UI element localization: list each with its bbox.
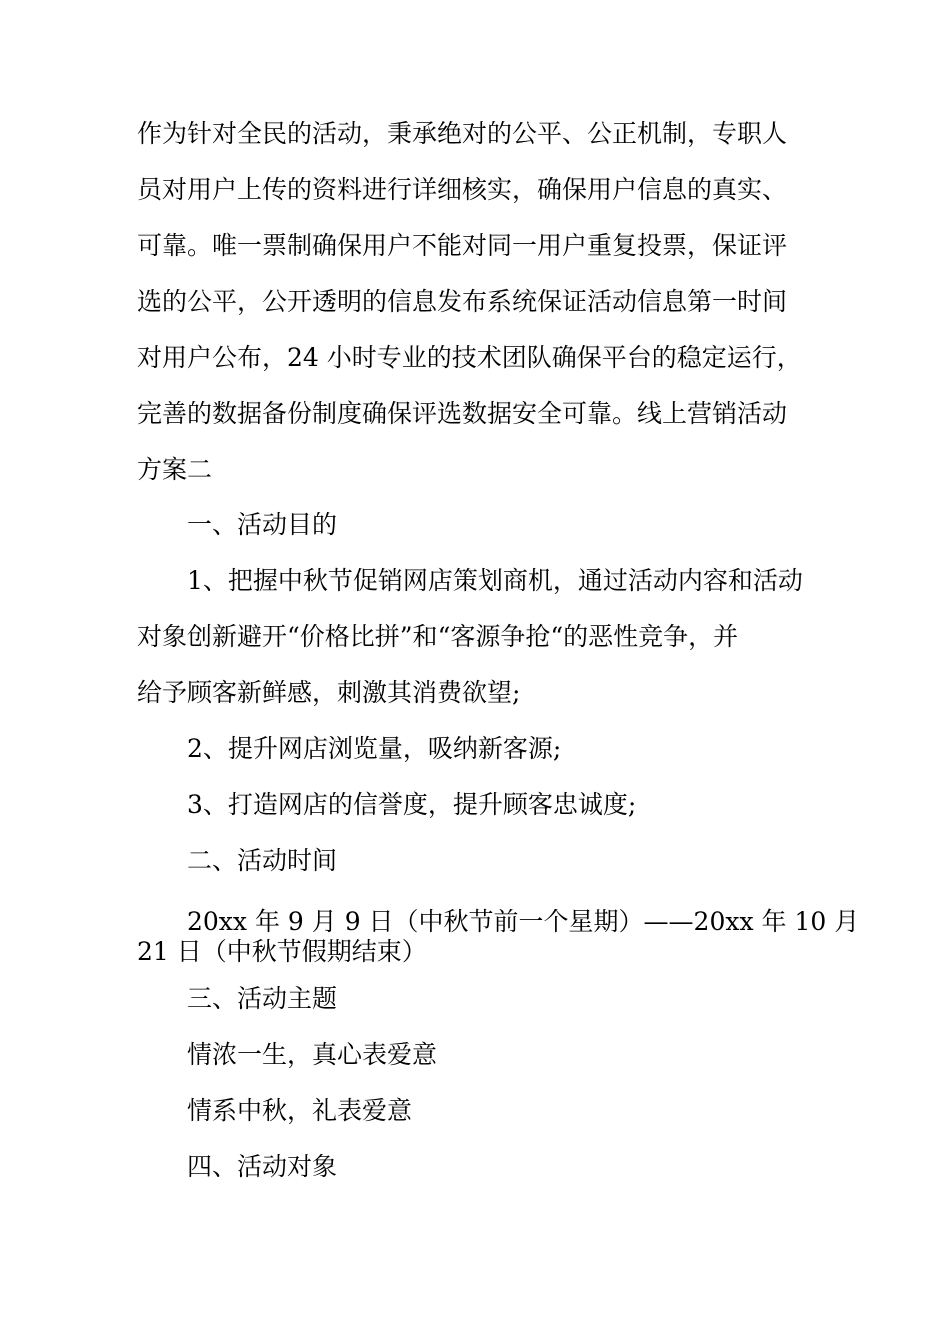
- purpose-item-1-line-1: 1、把握中秋节促销网店策划商机，通过活动内容和活动: [187, 566, 803, 595]
- paragraph-line-2: 员对用户上传的资料进行详细核实，确保用户信息的真实、: [137, 175, 788, 204]
- purpose-item-1-line-2: 对象创新避开“价格比拼”和“客源争抢“的恶性竞争，并: [137, 622, 739, 651]
- theme-line-1: 情浓一生，真心表爱意: [187, 1040, 438, 1069]
- purpose-item-1-line-3: 给予顾客新鲜感，刺激其消费欲望;: [137, 678, 521, 707]
- theme-line-2: 情系中秋，礼表爱意: [187, 1096, 413, 1125]
- section-heading-theme: 三、活动主题: [187, 984, 338, 1013]
- paragraph-line-1: 作为针对全民的活动，秉承绝对的公平、公正机制，专职人: [137, 119, 788, 148]
- time-range-line-2: 21 日（中秋节假期结束）: [137, 937, 427, 966]
- paragraph-line-3: 可靠。唯一票制确保用户不能对同一用户重复投票，保证评: [137, 231, 788, 260]
- paragraph-line-7: 方案二: [137, 455, 213, 484]
- purpose-item-2: 2、提升网店浏览量，吸纳新客源;: [187, 734, 562, 763]
- time-range-line-1: 20xx 年 9 月 9 日（中秋节前一个星期）——20xx 年 10 月: [187, 907, 860, 936]
- section-heading-time: 二、活动时间: [187, 846, 338, 875]
- paragraph-line-4: 选的公平，公开透明的信息发布系统保证活动信息第一时间: [137, 287, 788, 316]
- purpose-item-3: 3、打造网店的信誉度，提升顾客忠诚度;: [187, 790, 637, 819]
- paragraph-line-5: 对用户公布，24 小时专业的技术团队确保平台的稳定运行，: [137, 343, 802, 372]
- paragraph-line-6: 完善的数据备份制度确保评选数据安全可靠。线上营销活动: [137, 399, 788, 428]
- section-heading-purpose: 一、活动目的: [187, 510, 338, 539]
- section-heading-audience: 四、活动对象: [187, 1152, 338, 1181]
